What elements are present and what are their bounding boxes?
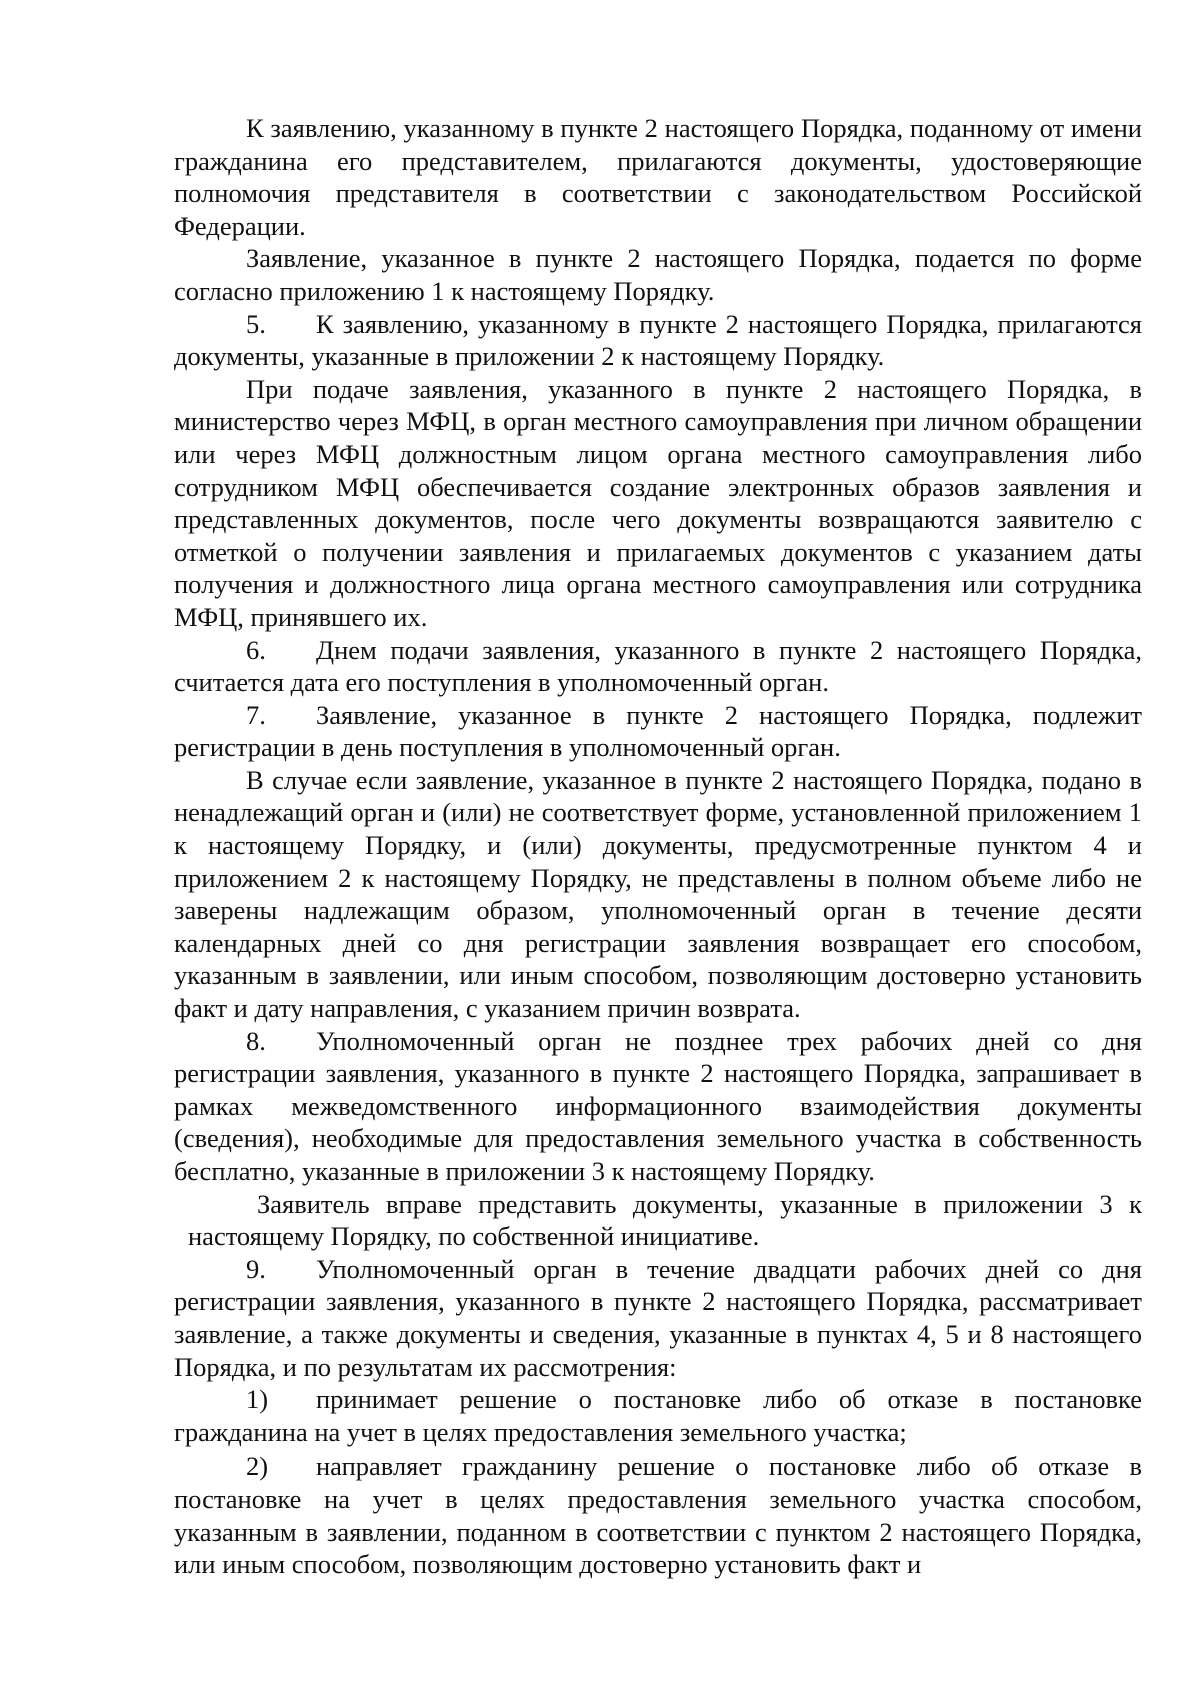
subclause-number: 2) [246, 1451, 269, 1482]
document-page [174, 112, 1142, 1581]
clause-number: 5. [246, 308, 266, 339]
subclause-1 [174, 1383, 1142, 1448]
subclause-number: 1) [246, 1384, 269, 1415]
paragraph-electronic-images [174, 373, 1142, 634]
clause-number: 8. [246, 1025, 266, 1056]
clause-7 [174, 699, 1142, 764]
clause-6 [174, 634, 1142, 699]
paragraph-text: К заявлению, указанному в пункте 2 настоящего Порядка, поданному от имени гражданина его представителем, прилагаются документы, удостоверяющие полномочия представителя в соответствии с законодательством Российской Федерации. [174, 113, 1142, 241]
clause-5 [174, 308, 1142, 373]
clause-text: Уполномоченный орган в течение двадцати рабочих дней со дня регистрации заявления, указанного в пункте 2 настоящего Порядка, рассматривает заявление, а также документы и сведения, указанные в пунктах 4, 5 и 8 настоящего Порядка, и по результатам их рассмотрения: [174, 1253, 1142, 1382]
clause-text: Уполномоченный орган не позднее трех рабочих дней со дня регистрации заявления, указанного в пункте 2 настоящего Порядка, запрашивает в рамках межведомственного информационного взаимодействия документы (сведения), необходимые для предоставления земельного участка в собственность бесплатно, указанные в приложении 3 к настоящему Порядку. [174, 1025, 1142, 1186]
paragraph-text: В случае если заявление, указанное в пункте 2 настоящего Порядка, подано в ненадлежащий орган и (или) не соответствует форме, установленной приложением 1 к настоящему Порядку, и (или) документы, предусмотренные пунктом 4 и приложением 2 к настоящему Порядку, не представлены в полном объеме либо не заверены надлежащим образом, уполномоченный орган в течение десяти календарных дней со дня регистрации заявления возвращает его способом, указанным в заявлении, или иным способом, позволяющим достоверно установить факт и дату направления, с указанием причин возврата. [174, 764, 1142, 1024]
subclause-2 [174, 1450, 1142, 1580]
paragraph-applicant-initiative [174, 1188, 1142, 1253]
paragraph-representative-documents [174, 112, 1142, 242]
clause-9 [174, 1253, 1142, 1383]
paragraph-text: При подаче заявления, указанного в пункте 2 настоящего Порядка, в министерство через МФЦ, в орган местного самоуправления при личном обращении или через МФЦ должностным лицом органа местного самоуправления либо сотрудником МФЦ обеспечивается создание электронных образов заявления и представленных документов, после чего документы возвращаются заявителю с отметкой о получении заявления и прилагаемых документов с указанием даты получения и должностного лица органа местного самоуправления или сотрудника МФЦ, принявшего их. [174, 373, 1142, 632]
clause-number: 9. [246, 1253, 266, 1284]
paragraph-return-application [174, 764, 1142, 1025]
paragraph-text: Заявитель вправе представить документы, указанные в приложении 3 к настоящему Порядку, по собственной инициативе. [188, 1188, 1142, 1252]
clause-text: К заявлению, указанному в пункте 2 настоящего Порядка, прилагаются документы, указанные в приложении 2 к настоящему Порядку. [174, 308, 1142, 372]
clause-8 [174, 1025, 1142, 1188]
paragraph-text: Заявление, указанное в пункте 2 настоящего Порядка, подается по форме согласно приложению 1 к настоящему Порядку. [174, 243, 1142, 306]
subclause-text: направляет гражданину решение о постановке либо об отказе в постановке на учет в целях предоставления земельного участка способом, указанным в заявлении, поданном в соответствии с пунктом 2 настоящего Порядка, или иным способом, позволяющим достоверно установить факт и [174, 1451, 1142, 1580]
paragraph-application-form [174, 242, 1142, 307]
clause-text: Заявление, указанное в пункте 2 настоящего Порядка, подлежит регистрации в день поступления в уполномоченный орган. [174, 699, 1142, 763]
clause-text: Днем подачи заявления, указанного в пункте 2 настоящего Порядка, считается дата его поступления в уполномоченный орган. [174, 634, 1142, 698]
clause-number: 7. [246, 699, 266, 730]
clause-number: 6. [246, 634, 266, 665]
subclause-text: принимает решение о постановке либо об отказе в постановке гражданина на учет в целях предоставления земельного участка; [174, 1384, 1142, 1447]
